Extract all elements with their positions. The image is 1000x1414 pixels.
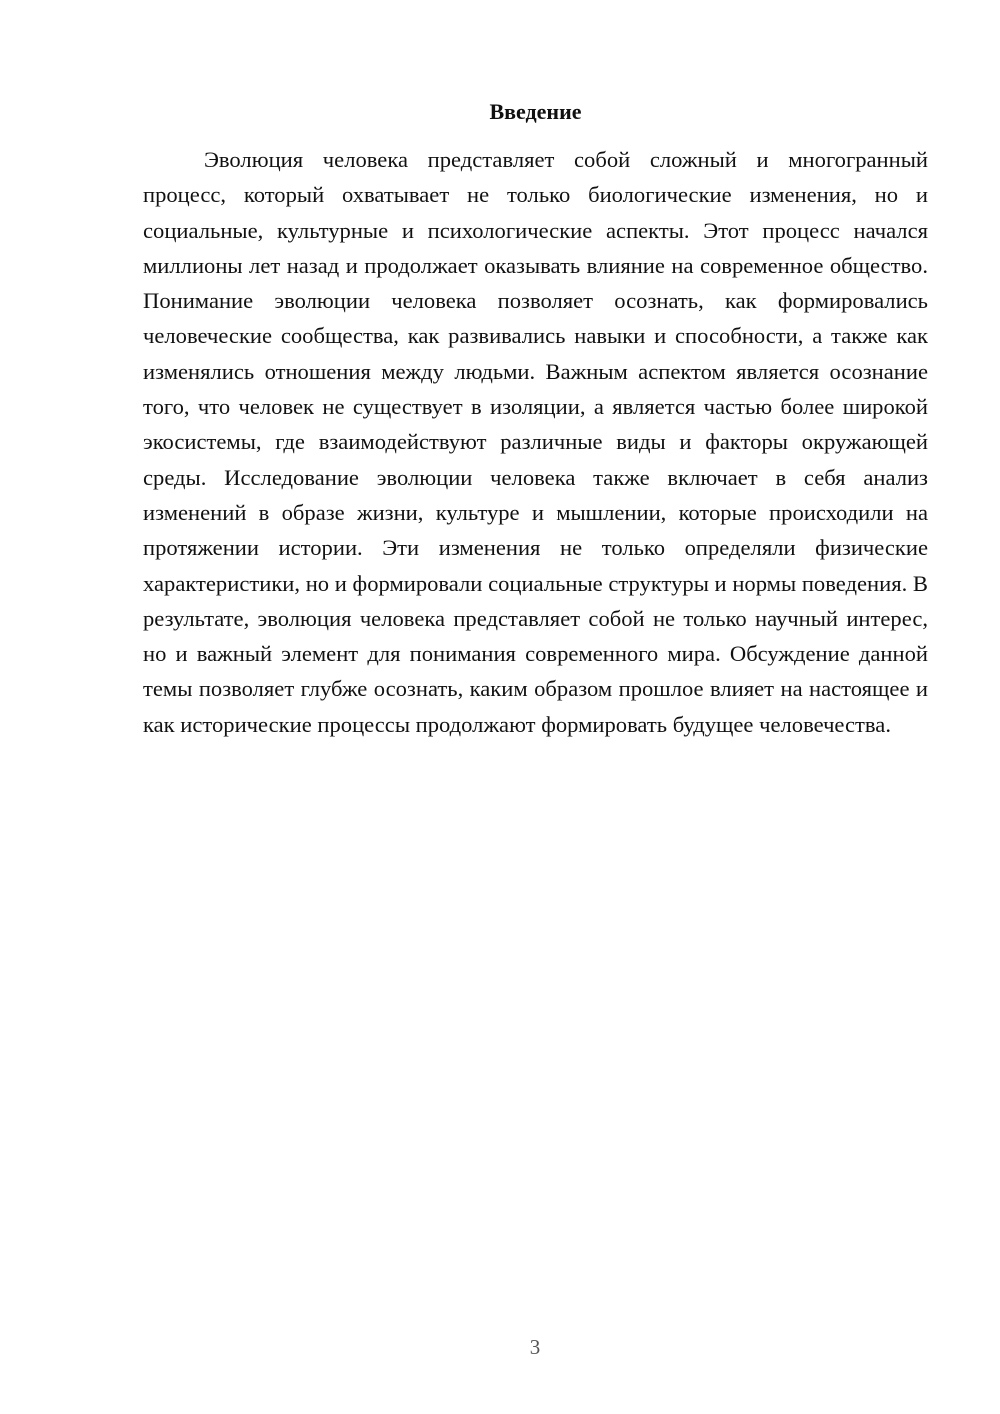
page-number: 3 (529, 1335, 541, 1359)
body-paragraph: Эволюция человека представляет собой сложный и многогранный процесс, который охватывает не только биологические изменения, но и социальные, культурные и психологические аспекты. Этот процесс начался миллионы лет назад и продолжает оказывать влияние на современное общество. Понимание эволюции человека позволяет осознать, как формировались человеческие сообщества, как развивались навыки и способности, а также как изменялись отношения между людьми. Важным аспектом является осознание того, что человек не существует в изоляции, а является частью более широкой экосистемы, где взаимодействуют различные виды и факторы окружающей среды. Исследование эволюции человека также включает в себя анализ изменений в образе жизни, культуре и мышлении, которые происходили на протяжении истории. Эти изменения не только определяли физические характеристики, но и формировали социальные структуры и нормы поведения. В результате, эволюция человека представляет собой не только научный интерес, но и важный элемент для понимания современного мира. Обсуждение данной темы позволяет глубже осознать, каким образом прошлое влияет на настоящее и как исторические процессы продолжают формировать будущее человечества. (143, 147, 928, 737)
section-heading: Введение (489, 99, 582, 124)
